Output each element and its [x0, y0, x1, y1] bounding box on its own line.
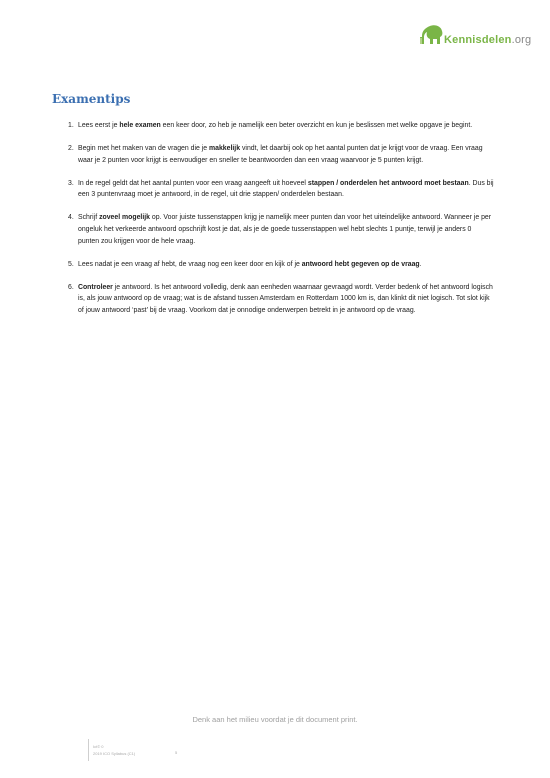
- footer-meta: [93, 743, 135, 757]
- tip-text-run: je antwoord. Is het antwoord volledig, denk aan eenheden waarnaar gevraagd wordt. Verder bedenk of het antwoord logisch is, als jouw antwoord op de vraag; wat is de afstand tussen Amsterdam en Rotterdam 1000 km is, dan klinkt dit niet logisch. Tot slot kijk of jouw antwoord ‘past’ bij de vraag. Voorkom dat je onnodige onderwerpen betrekt in je antwoord op de vraag.: [78, 283, 493, 315]
- tips-list: [52, 120, 494, 328]
- tip-text-run: Begin met het maken van de vragen die je: [78, 145, 210, 153]
- tip-text-run: op. Voor juiste tussenstappen krijg je namelijk meer punten dan voor het uiteindelijke antwoord. Wanneer je per ongeluk het verkeerde antwoord opschrijft kost je dat, als je de goede tussenstappen wel hebt slechts 1 puntje, terwijl je anders 0 punten zou krijgen voor de hele vraag.: [78, 214, 492, 245]
- page-title: Examentips: [52, 92, 131, 106]
- page-number: 5: [175, 750, 178, 755]
- tip-text: [78, 145, 483, 164]
- tip-item: [52, 212, 494, 247]
- tip-text-run: Lees nadat je een vraag af hebt, de vraag nog een keer door en kijk of je: [78, 260, 302, 268]
- tip-item: [52, 120, 494, 132]
- tip-text-run: In de regel geldt dat het aantal punten voor een vraag aangeeft uit hoeveel: [78, 179, 308, 187]
- tip-text: [78, 180, 494, 199]
- tip-text-bold: hele examen: [119, 122, 161, 129]
- footer-meta-line2: 2019 ICO Syllabus (C1): [93, 751, 136, 756]
- logo-text: Kennisdelen.org: [444, 34, 532, 46]
- tip-number: 2.: [68, 145, 74, 153]
- tip-text-run: .: [419, 260, 422, 268]
- footer-meta-line1: Ict© 0: [93, 744, 104, 749]
- tip-number: 1.: [68, 122, 74, 129]
- tip-text-run: . Dus bij een 3 puntenvraag moet je antwoord, in de regel, uit drie stappen/ onderdelen bestaan.: [78, 179, 494, 199]
- tip-text-bold: makkelijk: [209, 145, 241, 153]
- elephant-icon: [420, 24, 446, 46]
- footer-note: Denk aan het milieu voordat je dit document print.: [192, 715, 358, 724]
- footer-divider: [88, 739, 89, 761]
- tip-text-run: Lees eerst je: [78, 122, 120, 129]
- tip-text-run: vindt, let daarbij ook op het aantal punten dat je krijgt voor de vraag. Een vraag waar je 2 punten voor krijgt is eenvoudiger en sneller te beantwoorden dan een vraag waarvoor je 5 punten krijgt.: [78, 145, 483, 164]
- tip-number: 5.: [68, 260, 74, 268]
- tip-text-bold: Controleer: [78, 283, 113, 291]
- tip-number: 3.: [68, 179, 74, 187]
- tip-item: [52, 259, 494, 271]
- tip-text: [78, 214, 491, 244]
- kennisdelen-logo[interactable]: [420, 20, 530, 54]
- tip-text-bold: stappen / onderdelen het antwoord moet bestaan: [307, 179, 469, 187]
- tip-item: [52, 143, 494, 166]
- tip-text-bold: antwoord hebt gegeven op de vraag: [301, 260, 420, 268]
- tip-text: [78, 261, 422, 268]
- tip-text-run: Schrijf: [78, 214, 100, 222]
- tip-item: [52, 178, 494, 201]
- tip-text: [78, 284, 493, 314]
- tip-number: 4.: [68, 214, 74, 222]
- tip-text: [78, 122, 472, 129]
- tip-text-run: een keer door, zo heb je namelijk een beter overzicht en kun je beslissen met welke opgave je begint.: [160, 122, 473, 129]
- tip-number: 6.: [68, 283, 74, 291]
- tip-text-bold: zoveel mogelijk: [99, 214, 150, 222]
- tip-item: [52, 282, 494, 317]
